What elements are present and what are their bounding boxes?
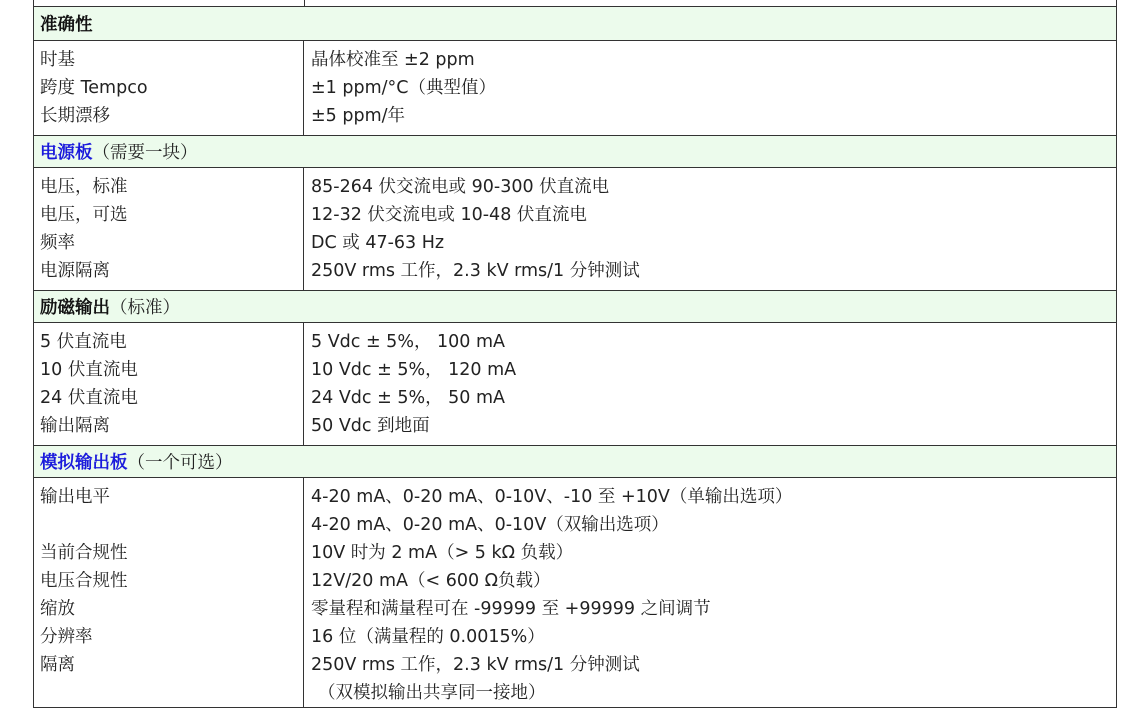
- section-title: 准确性: [40, 15, 93, 35]
- row-value: 12-32 伏交流电或 10-48 伏直流电: [311, 205, 587, 225]
- row-label: [34, 511, 303, 539]
- row-value: 250V rms 工作，2.3 kV rms/1 分钟测试: [311, 655, 640, 675]
- row-value: 4-20 mA、0-20 mA、0-10V（双输出选项）: [311, 515, 669, 535]
- row-label: 输出电平: [40, 487, 110, 507]
- row-label: 频率: [40, 233, 75, 253]
- section-subtitle: （标准）: [110, 298, 180, 318]
- row-label: 隔离: [40, 655, 75, 675]
- row-label: [34, 679, 303, 707]
- row-label: 24 伏直流电: [40, 388, 138, 408]
- row-value: ±1 ppm/°C（典型值）: [311, 78, 496, 98]
- row-label: 输出隔离: [40, 416, 110, 436]
- row-value: 10V 时为 2 mA（> 5 kΩ 负载）: [311, 543, 574, 563]
- row-label: 5 伏直流电: [40, 332, 127, 352]
- section-subtitle: （一个可选）: [127, 453, 233, 473]
- row-label: 长期漂移: [40, 106, 110, 126]
- row-value: DC 或 47-63 Hz: [311, 233, 445, 253]
- value-column: [304, 41, 1116, 135]
- row-value: 24 Vdc ± 5%， 50 mA: [311, 388, 505, 408]
- section-body-excitation-output: [33, 323, 1117, 445]
- row-value: 零量程和满量程可在 -99999 至 +99999 之间调节: [311, 599, 711, 619]
- row-value: 5 Vdc ± 5%， 100 mA: [311, 332, 505, 352]
- row-value: 16 位（满量程的 0.0015%）: [311, 627, 545, 647]
- row-value: （双模拟输出共享同一接地）: [318, 683, 546, 703]
- label-column: [34, 41, 304, 135]
- row-value: ±5 ppm/年: [311, 106, 406, 126]
- label-column: [34, 323, 304, 445]
- row-value: 10 Vdc ± 5%， 120 mA: [311, 360, 517, 380]
- row-value: 12V/20 mA（< 600 Ω负载）: [311, 571, 551, 591]
- table-top-stub: [33, 0, 1117, 6]
- value-column: [304, 168, 1116, 290]
- row-label: 缩放: [40, 599, 75, 619]
- section-title-link[interactable]: 电源板: [40, 143, 93, 163]
- label-column: [34, 478, 304, 707]
- section-body-power-board: [33, 168, 1117, 290]
- section-header-accuracy: [33, 6, 1117, 41]
- section-header-excitation-output: [33, 290, 1117, 323]
- row-label: 电压，标准: [40, 177, 128, 197]
- row-value: 晶体校准至 ±2 ppm: [311, 50, 475, 70]
- section-title-link[interactable]: 模拟输出板: [40, 453, 128, 473]
- row-label: 当前合规性: [40, 543, 128, 563]
- value-column: [304, 478, 1116, 707]
- value-column: [304, 323, 1116, 445]
- section-body-analog-output-board: [33, 478, 1117, 708]
- row-value: 50 Vdc 到地面: [311, 416, 430, 436]
- section-subtitle: （需要一块）: [92, 143, 198, 163]
- spec-table: [33, 0, 1117, 708]
- section-header-analog-output-board: [33, 445, 1117, 478]
- row-label: 电压合规性: [40, 571, 128, 591]
- row-label: 电源隔离: [40, 261, 110, 281]
- row-value: 4-20 mA、0-20 mA、0-10V、-10 至 +10V（单输出选项）: [311, 487, 793, 507]
- row-label: 分辨率: [40, 627, 93, 647]
- row-label: 10 伏直流电: [40, 360, 138, 380]
- row-label: 时基: [40, 50, 75, 70]
- row-label: 电压，可选: [40, 205, 128, 225]
- section-body-accuracy: [33, 41, 1117, 135]
- section-header-power-board: [33, 135, 1117, 168]
- section-title: 励磁输出: [40, 298, 110, 318]
- row-value: 85-264 伏交流电或 90-300 伏直流电: [311, 177, 610, 197]
- row-label: 跨度 Tempco: [40, 78, 148, 98]
- row-value: 250V rms 工作，2.3 kV rms/1 分钟测试: [311, 261, 640, 281]
- label-column: [34, 168, 304, 290]
